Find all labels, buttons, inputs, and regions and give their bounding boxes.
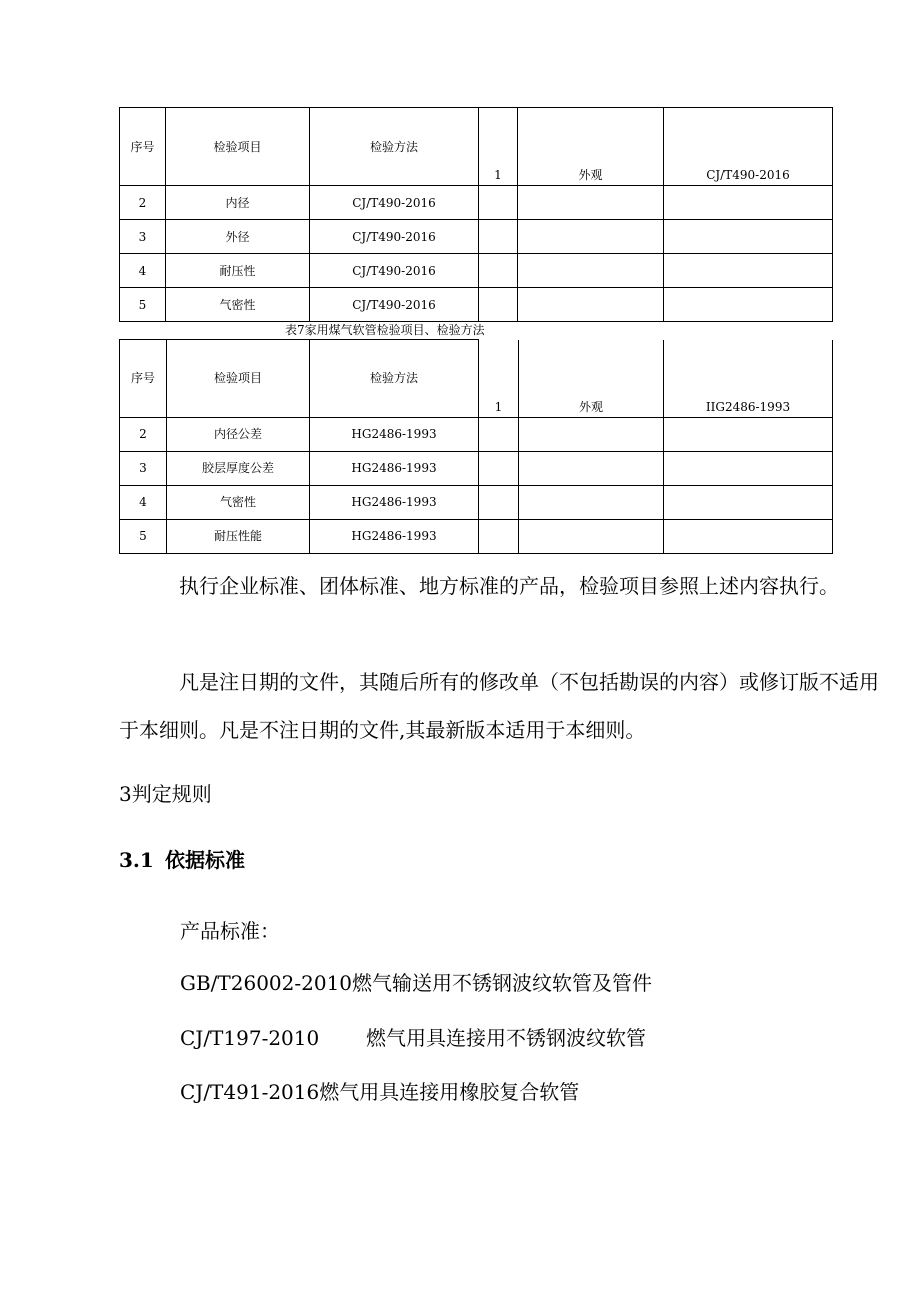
cell-no: 4 [120, 485, 167, 519]
inspection-table-2 [119, 339, 833, 554]
table-row [120, 254, 833, 288]
cell-method: HG2486-1993 [310, 451, 479, 485]
header-cell-item: 检验项目 [166, 108, 310, 186]
empty-cell [664, 186, 833, 220]
table-row [120, 220, 833, 254]
table-row [120, 519, 833, 553]
cell-item: 外径 [166, 220, 310, 254]
section-title: 依据标准 [165, 848, 245, 872]
standard-item [180, 969, 652, 997]
section-heading-3-1 [119, 846, 245, 874]
cell-method: CJ/T490-2016 [310, 220, 479, 254]
empty-cell [519, 451, 664, 485]
empty-cell [479, 186, 518, 220]
cell-method: CJ/T490-2016 [310, 288, 479, 322]
header-cell-method: 检验方法 [310, 340, 479, 418]
empty-cell [518, 186, 664, 220]
section-heading-3: 3判定规则 [119, 782, 212, 806]
cell-item: 胶层厚度公差 [167, 451, 310, 485]
empty-cell [479, 519, 519, 553]
header-extra-method: IIG2486-1993 [664, 340, 833, 418]
empty-cell [479, 417, 519, 451]
cell-method: HG2486-1993 [310, 519, 479, 553]
paragraph-dated-documents: 凡是注日期的文件，其随后所有的修改单（不包括勘误的内容）或修订版不适用于本细则。凡是不注日期的文件,其最新版本适用于本细则。 [119, 670, 879, 742]
header-extra-no: 1 [479, 108, 518, 186]
inspection-table-1 [119, 107, 833, 322]
cell-no: 2 [120, 186, 166, 220]
empty-cell [664, 254, 833, 288]
table-row [120, 451, 833, 485]
cell-no: 2 [120, 417, 167, 451]
cell-method: HG2486-1993 [310, 417, 479, 451]
standard-item [180, 1078, 579, 1106]
table-row [120, 288, 833, 322]
standard-name: 燃气用具连接用不锈钢波纹软管 [366, 1026, 646, 1050]
empty-cell [479, 451, 519, 485]
standard-code: CJ/T491-2016 [180, 1080, 320, 1104]
cell-item: 耐压性 [166, 254, 310, 288]
standard-name: 燃气输送用不锈钢波纹软管及管件 [352, 971, 653, 995]
standard-name: 燃气用具连接用橡胶复合软管 [319, 1080, 580, 1104]
cell-no: 5 [120, 519, 167, 553]
cell-item: 气密性 [166, 288, 310, 322]
cell-no: 4 [120, 254, 166, 288]
cell-item: 气密性 [167, 485, 310, 519]
cell-method: CJ/T490-2016 [310, 186, 479, 220]
empty-cell [664, 485, 833, 519]
empty-cell [518, 254, 664, 288]
empty-cell [664, 288, 833, 322]
section-number: 3.1 [119, 848, 154, 872]
table-caption: 表7家用煤气软管检验项目、检验方法 [285, 323, 485, 337]
standard-item [180, 1024, 646, 1052]
cell-method: HG2486-1993 [310, 485, 479, 519]
empty-cell [479, 220, 518, 254]
empty-cell [518, 288, 664, 322]
cell-method: CJ/T490-2016 [310, 254, 479, 288]
header-extra-item: 外观 [519, 340, 664, 418]
empty-cell [479, 288, 518, 322]
header-cell-item: 检验项目 [167, 340, 310, 418]
empty-cell [519, 485, 664, 519]
empty-cell [519, 417, 664, 451]
header-cell-no: 序号 [120, 340, 167, 418]
empty-cell [479, 485, 519, 519]
header-extra-method: CJ/T490-2016 [664, 108, 833, 186]
cell-no: 3 [120, 451, 167, 485]
header-cell-no: 序号 [120, 108, 166, 186]
header-cell-method: 检验方法 [310, 108, 479, 186]
paragraph-enterprise-standards: 执行企业标准、团体标准、地方标准的产品，检验项目参照上述内容执行。 [179, 574, 839, 598]
table-header-row [120, 108, 833, 186]
standard-code: CJ/T197-2010 [180, 1026, 320, 1050]
empty-cell [664, 451, 833, 485]
cell-no: 5 [120, 288, 166, 322]
empty-cell [664, 220, 833, 254]
cell-item: 内径 [166, 186, 310, 220]
header-extra-no: 1 [479, 340, 519, 418]
empty-cell [479, 254, 518, 288]
table-row [120, 186, 833, 220]
empty-cell [518, 220, 664, 254]
table-header-row [120, 340, 833, 418]
empty-cell [519, 519, 664, 553]
empty-cell [664, 519, 833, 553]
table-row [120, 417, 833, 451]
cell-item: 内径公差 [167, 417, 310, 451]
product-standards-label: 产品标准： [180, 919, 280, 943]
cell-no: 3 [120, 220, 166, 254]
standard-code: GB/T26002-2010 [180, 971, 353, 995]
table-row [120, 485, 833, 519]
cell-item: 耐压性能 [167, 519, 310, 553]
header-extra-item: 外观 [518, 108, 664, 186]
empty-cell [664, 417, 833, 451]
